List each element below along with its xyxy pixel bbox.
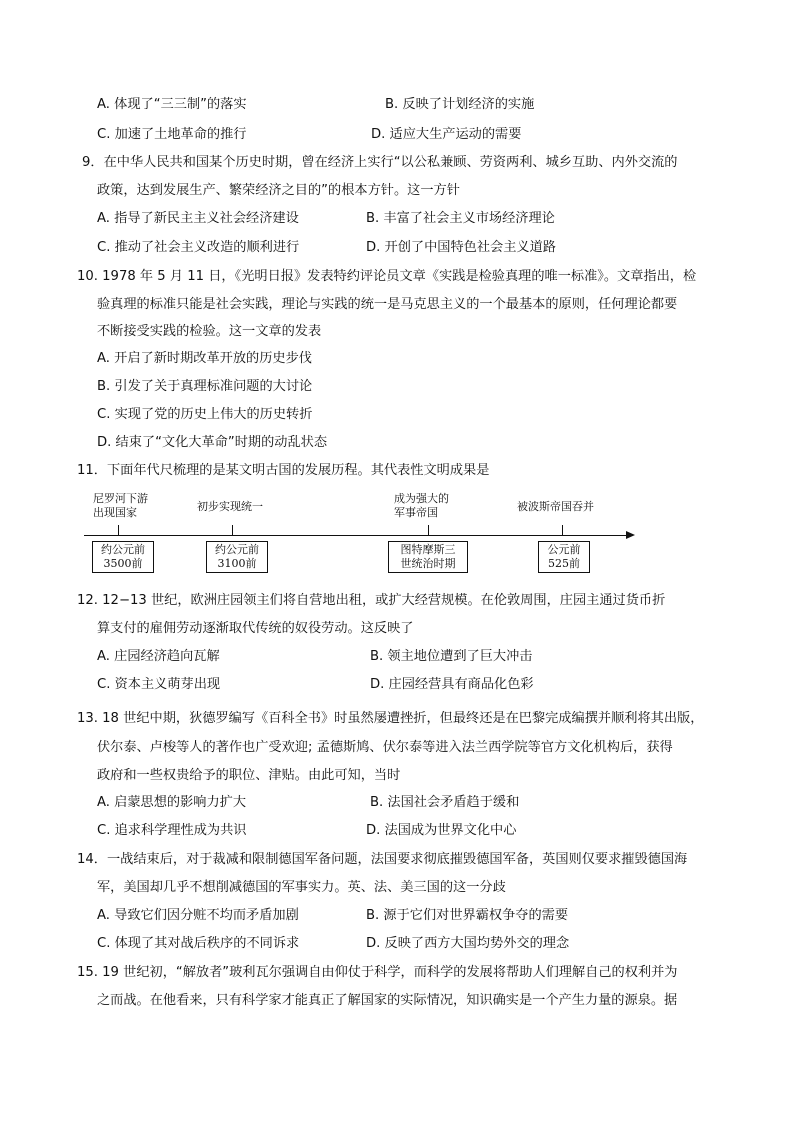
- timeline-event-label: 尼罗河下游 出现国家: [93, 492, 148, 519]
- q15-stem-line-2: 之而战。在他看来，只有科学家才能真正了解国家的实际情况，知识确实是一个产生力量的源泉。据: [97, 993, 678, 1008]
- q13-option-d: D. 法国成为世界文化中心: [366, 823, 517, 838]
- timeline-tick: [562, 525, 563, 535]
- timeline-arrow-icon: [626, 531, 635, 539]
- q14-stem-line-1: 14．一战结束后，对于裁减和限制德国军备问题，法国要求彻底摧毁德国军备，英国则仅要求摧毁德国海: [77, 852, 688, 867]
- q13-stem-line-1: 13. 18 世纪中期，狄德罗编写《百科全书》时虽然屡遭挫折，但最终还是在巴黎完成编撰并顺利将其出版，: [77, 711, 704, 726]
- timeline-date-box: 约公元前 3100前: [206, 541, 268, 573]
- q13-stem-line-3: 政府和一些权贵给予的职位、津贴。由此可知，当时: [97, 768, 401, 783]
- q10-stem-line-1: 10. 1978 年 5 月 11 日，《光明日报》发表特约评论员文章《实践是检验真理的唯一标准》。文章指出，检: [77, 269, 697, 284]
- q9-stem-line-1: 9．在中华人民共和国某个历史时期，曾在经济上实行“以公私兼顾、劳资两利、城乡互助、内外交流的: [82, 155, 678, 170]
- q14-stem-line-2: 军，美国却几乎不想削减德国的军事实力。英、法、美三国的这一分歧: [97, 880, 506, 895]
- q12-option-d: D. 庄园经营具有商品化色彩: [370, 677, 534, 692]
- q9-option-c: C. 推动了社会主义改造的顺利进行: [97, 240, 300, 255]
- q9-option-d: D. 开创了中国特色社会主义道路: [366, 240, 556, 255]
- q10-option-a: A. 开启了新时期改革开放的历史步伐: [97, 351, 312, 366]
- q9-option-b: B. 丰富了社会主义市场经济理论: [366, 211, 555, 226]
- q9-option-a: A. 指导了新民主主义社会经济建设: [97, 211, 299, 226]
- timeline-event-label: 成为强大的 军事帝国: [394, 492, 449, 519]
- q13-option-c: C. 追求科学理性成为共识: [97, 823, 247, 838]
- q12-stem-line-2: 算支付的雇佣劳动逐渐取代传统的奴役劳动。这反映了: [97, 621, 414, 636]
- timeline-axis: [84, 535, 630, 536]
- q13-option-a: A. 启蒙思想的影响力扩大: [97, 795, 247, 810]
- q14-option-d: D. 反映了西方大国均势外交的理念: [366, 936, 570, 951]
- q10-option-c: C. 实现了党的历史上伟大的历史转折: [97, 407, 313, 422]
- q14-option-b: B. 源于它们对世界霸权争夺的需要: [366, 908, 569, 923]
- q10-option-d: D. 结束了“文化大革命”时期的动乱状态: [97, 435, 328, 450]
- q8-option-b: B. 反映了计划经济的实施: [385, 97, 535, 112]
- q9-stem-line-2: 政策，达到发展生产、繁荣经济之目的”的根本方针。这一方针: [97, 183, 460, 198]
- q13-stem-line-2: 伏尔泰、卢梭等人的著作也广受欢迎; 孟德斯鸠、伏尔泰等进入法兰西学院等官方文化机构后，获得: [97, 740, 673, 755]
- q11-stem-line-1: 11．下面年代尺梳理的是某文明古国的发展历程。其代表性文明成果是: [77, 463, 490, 478]
- q12-option-c: C. 资本主义萌芽出现: [97, 677, 221, 692]
- timeline-date-box: 图特摩斯三 世统治时期: [388, 541, 468, 573]
- q15-stem-line-1: 15. 19 世纪初，“解放者”玻利瓦尔强调自由仰仗于科学，而科学的发展将帮助人们理解自己的权利并为: [77, 965, 678, 980]
- timeline-figure: [80, 490, 640, 585]
- timeline-event-label: 被波斯帝国吞并: [517, 500, 594, 513]
- timeline-event-label: 初步实现统一: [197, 500, 263, 513]
- q12-option-b: B. 领主地位遭到了巨大冲击: [370, 649, 533, 664]
- timeline-tick: [118, 525, 119, 535]
- q8-option-d: D. 适应大生产运动的需要: [371, 127, 522, 142]
- q10-stem-line-3: 不断接受实践的检验。这一文章的发表: [97, 324, 322, 339]
- q13-option-b: B. 法国社会矛盾趋于缓和: [370, 795, 520, 810]
- q8-option-c: C. 加速了土地革命的推行: [97, 127, 247, 142]
- q12-stem-line-1: 12. 12−13 世纪，欧洲庄园领主们将自营地出租，或扩大经营规模。在伦敦周围，庄园主通过货币折: [77, 593, 666, 608]
- q8-option-a: A. 体现了“三三制”的落实: [97, 97, 247, 112]
- q10-option-b: B. 引发了关于真理标准问题的大讨论: [97, 379, 313, 394]
- timeline-tick: [428, 525, 429, 535]
- timeline-date-box: 约公元前 3500前: [92, 541, 154, 573]
- timeline-tick: [232, 525, 233, 535]
- q14-option-a: A. 导致它们因分赃不均而矛盾加剧: [97, 908, 299, 923]
- q12-option-a: A. 庄园经济趋向瓦解: [97, 649, 220, 664]
- q14-option-c: C. 体现了其对战后秩序的不同诉求: [97, 936, 300, 951]
- q10-stem-line-2: 验真理的标准只能是社会实践，理论与实践的统一是马克思主义的一个最基本的原则，任何理论都要: [97, 297, 678, 312]
- timeline-date-box: 公元前 525前: [538, 541, 590, 573]
